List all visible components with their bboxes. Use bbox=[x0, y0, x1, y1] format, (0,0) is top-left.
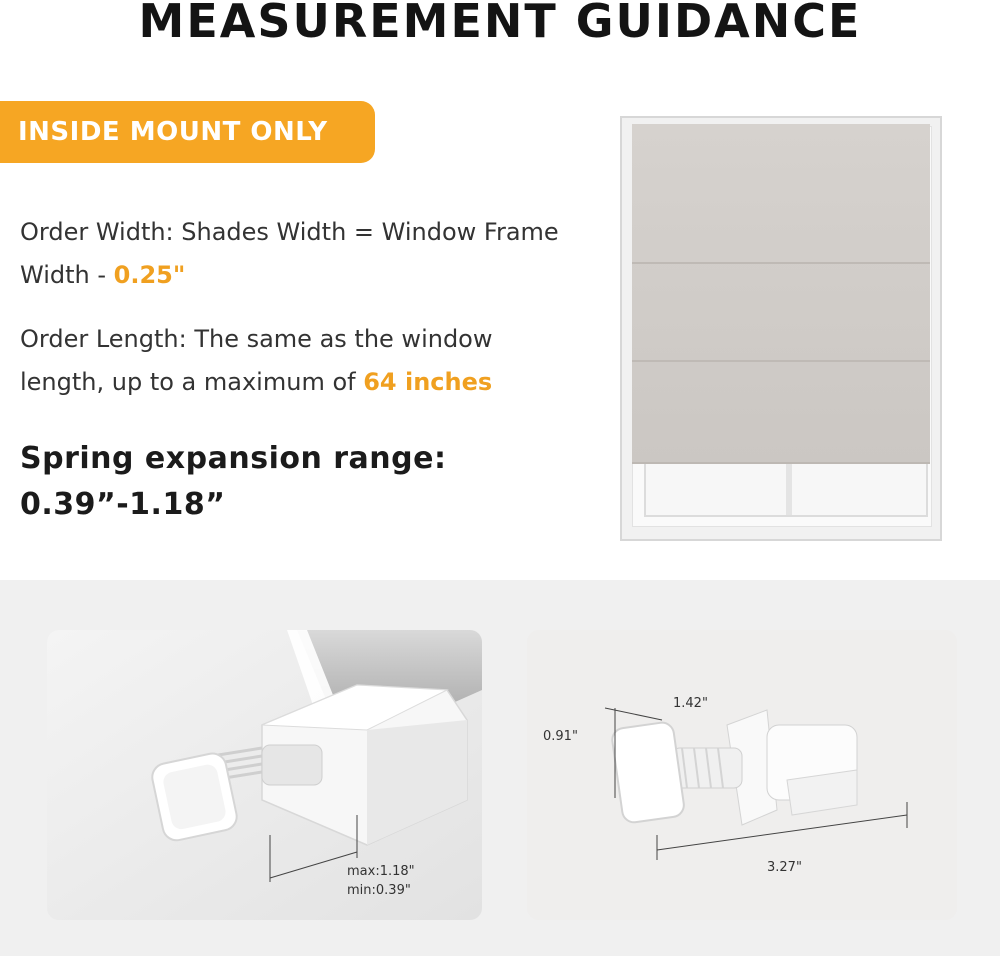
spring-min-label: min:0.39" bbox=[347, 883, 411, 898]
end-cap bbox=[150, 751, 240, 843]
bracket-dimensions-illustration bbox=[527, 630, 957, 920]
bracket-length-label: 3.27" bbox=[767, 860, 802, 875]
order-width-text bbox=[20, 211, 580, 297]
window-glass bbox=[644, 458, 928, 517]
window-shade-illustration bbox=[620, 116, 942, 541]
spring-bracket-photo bbox=[47, 630, 482, 920]
inside-mount-badge bbox=[0, 101, 375, 163]
badge-label: INSIDE MOUNT ONLY bbox=[18, 117, 328, 147]
bracket-dimensions-photo bbox=[527, 630, 957, 920]
end-cap bbox=[611, 721, 686, 824]
window-divider bbox=[786, 460, 792, 515]
page-title: MEASUREMENT GUIDANCE bbox=[138, 0, 862, 48]
bracket-width-label: 1.42" bbox=[673, 696, 708, 711]
order-width-label: Order Width: Shades Width = Window Frame Width - bbox=[20, 218, 559, 289]
roman-shade bbox=[632, 124, 930, 464]
spring-coil bbox=[672, 748, 742, 788]
order-length-label: Order Length: The same as the window length, up to a maximum of bbox=[20, 325, 493, 396]
order-width-highlight: 0.25" bbox=[113, 261, 186, 289]
spring-range-value: 0.39”-1.18” bbox=[20, 487, 226, 522]
spring-bracket-illustration bbox=[47, 630, 482, 920]
spring-range-label: Spring expansion range: bbox=[20, 441, 447, 476]
spring-dimension-label bbox=[347, 862, 415, 900]
order-length-text bbox=[20, 318, 580, 404]
spring-max-label: max:1.18" bbox=[347, 864, 415, 879]
shade-fold bbox=[632, 262, 930, 264]
bracket-height-label: 0.91" bbox=[543, 729, 578, 744]
spring-range bbox=[20, 436, 580, 528]
shade-fold bbox=[632, 360, 930, 362]
order-length-highlight: 64 inches bbox=[363, 368, 493, 396]
bracket-clip bbox=[727, 710, 857, 825]
